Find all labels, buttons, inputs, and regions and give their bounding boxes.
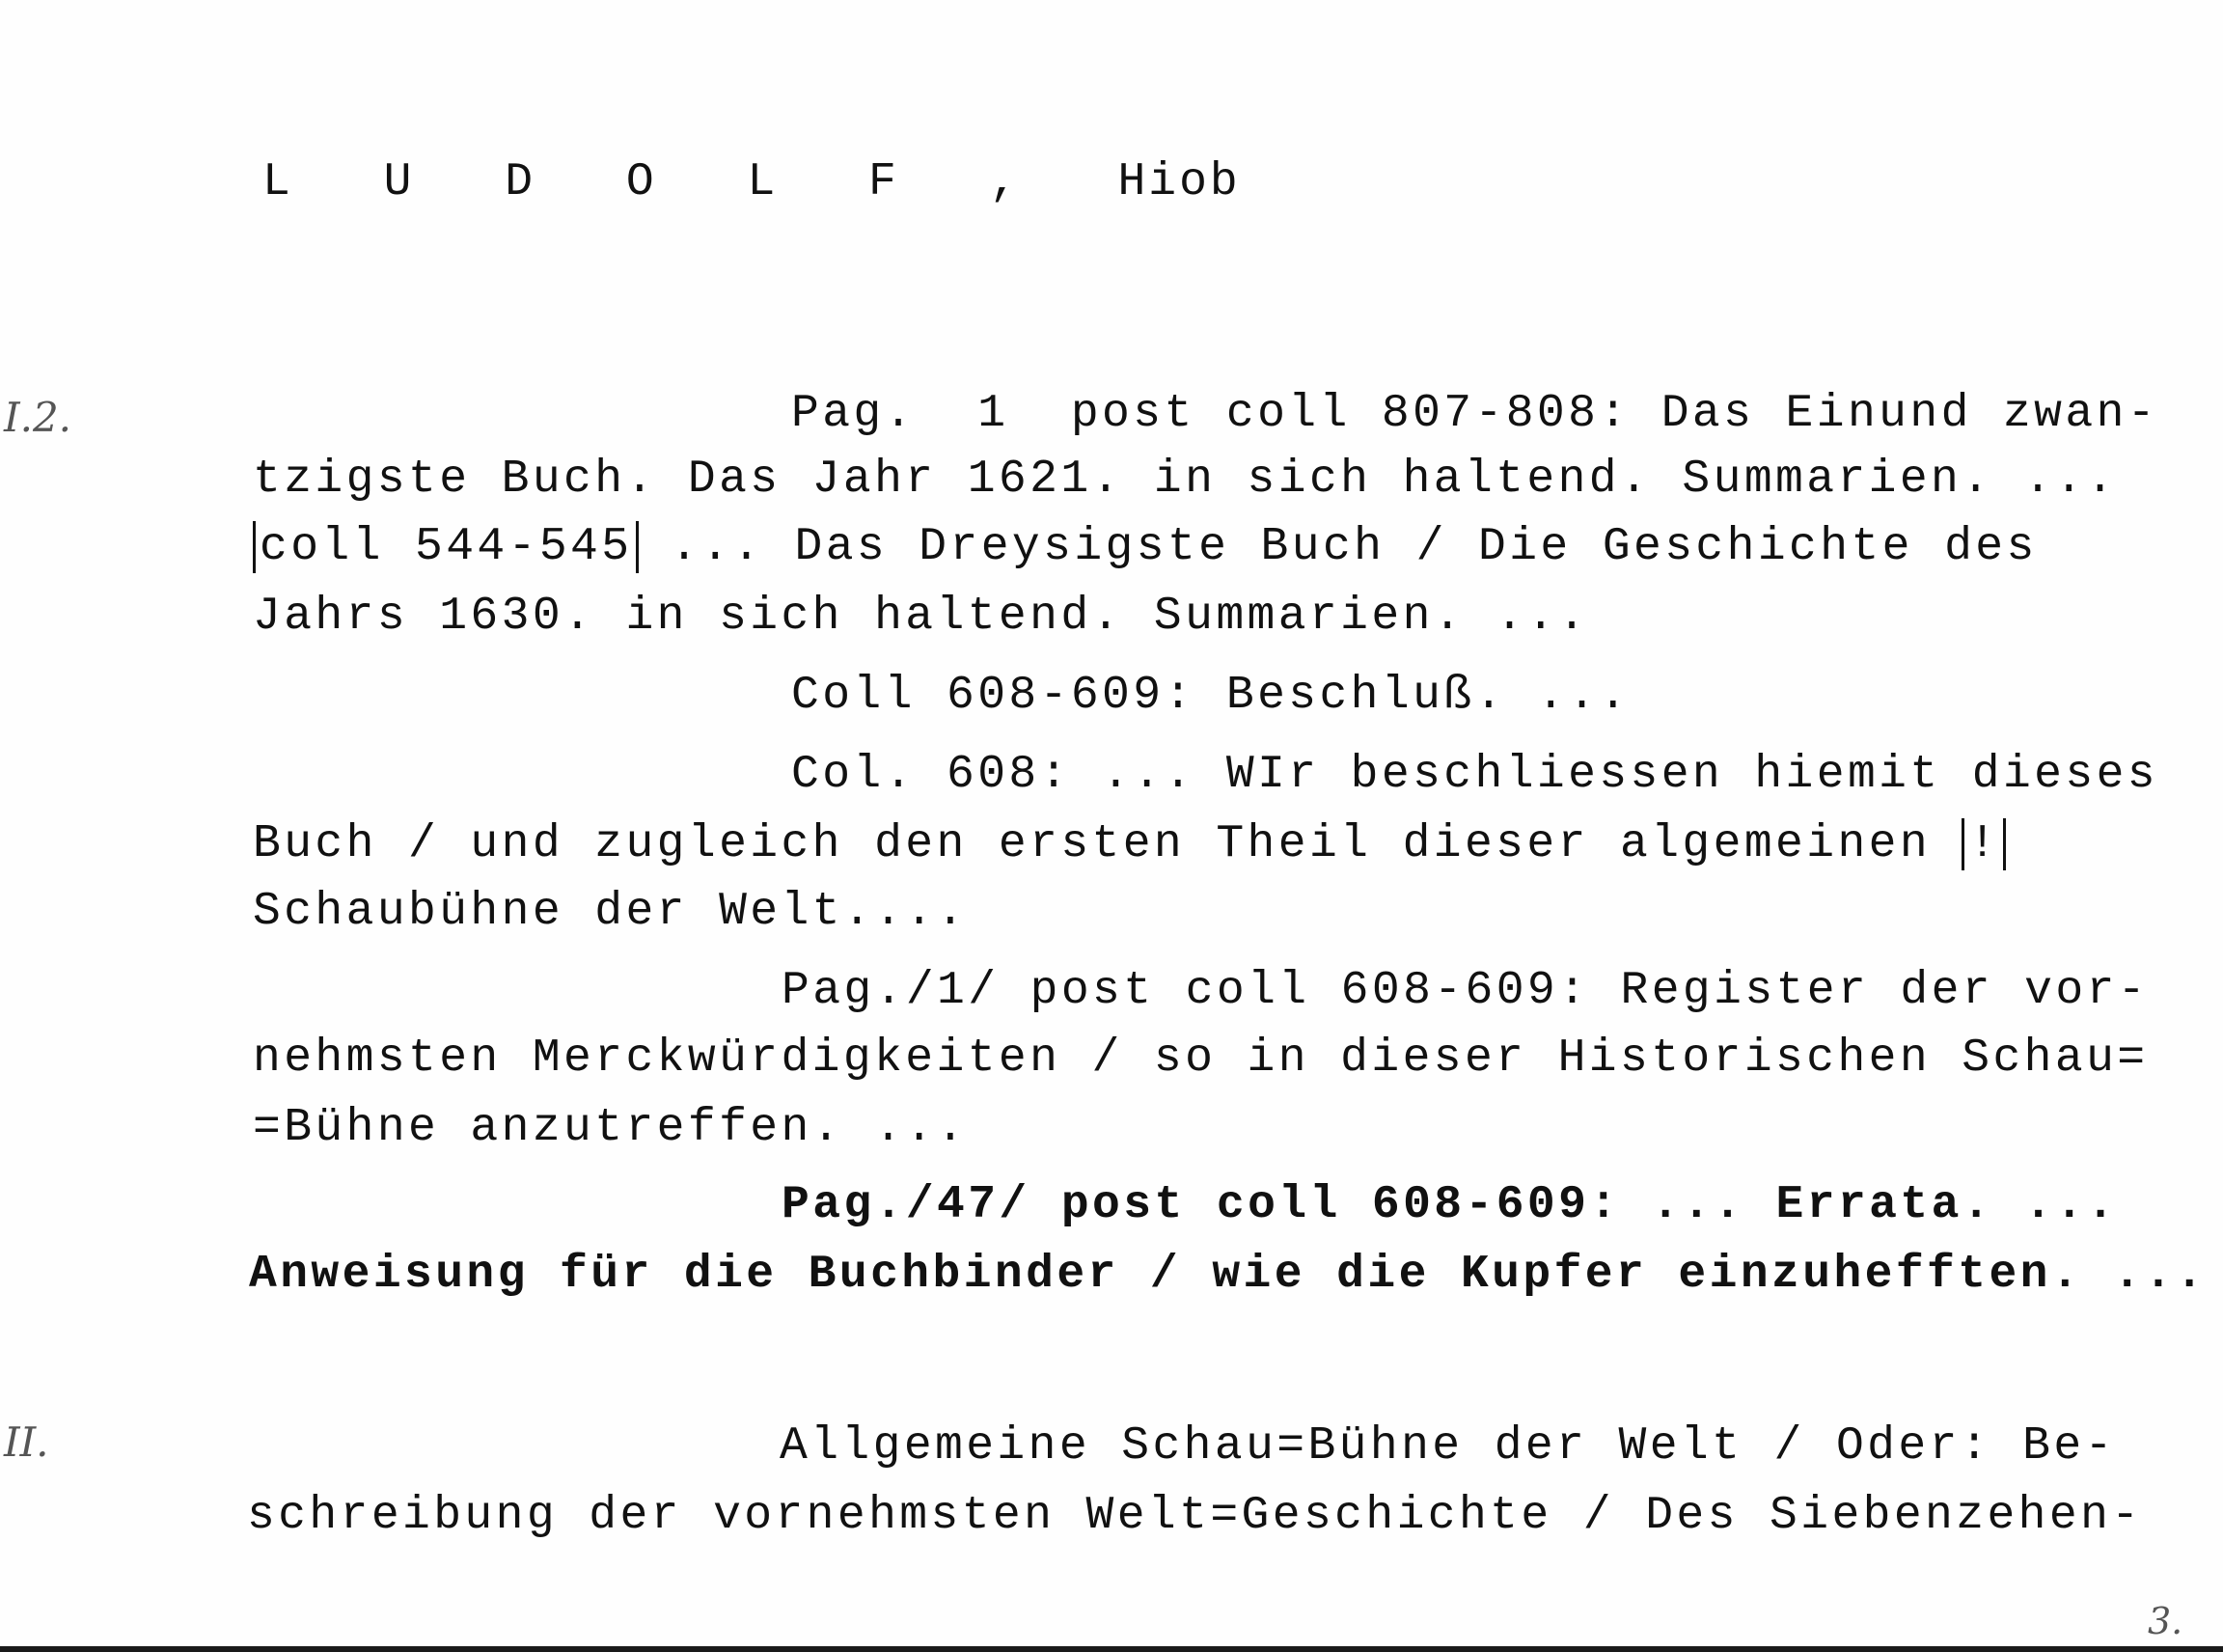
bracketed-exclamation: ! [1962, 818, 2006, 870]
margin-note-first: I.2. [4, 394, 72, 441]
entry-one-line-6: Col. 608: ... WIr beschliessen hiemit dieses [791, 749, 2159, 801]
page-number: 3. [2148, 1600, 2183, 1642]
bracketed-collation: coll 544-545 [253, 521, 639, 573]
card-bottom-edge [0, 1646, 2223, 1652]
entry-one-line-5: Coll 608-609: Beschluß. ... [791, 670, 1631, 722]
margin-note-second: II. [4, 1418, 49, 1466]
entry-one-line-8: Schaubühne der Welt.... [253, 886, 968, 938]
entry-one-line-12: Pag./47/ post coll 608-609: ... Errata. ... [782, 1179, 2118, 1231]
entry-one-line-13: Anweisung für die Buchbinder / wie die Kupfer einzuhefften. ... [249, 1249, 2207, 1301]
entry-one-line-7 [253, 818, 2006, 870]
entry-one-line-11: =Bühne anzutreffen. ... [253, 1102, 968, 1154]
entry-one-line-3-text: ... Das Dreysigste Buch / Die Geschichte des [639, 521, 2038, 573]
entry-one-line-4: Jahrs 1630. in sich haltend. Summarien. ... [253, 591, 1589, 643]
entry-one-line-9: Pag./1/ post coll 608-609: Register der vor- [782, 965, 2150, 1017]
entry-two-line-1: Allgemeine Schau=Bühne der Welt / Oder: Be- [780, 1420, 2116, 1473]
entry-one-line-10: nehmsten Merckwürdigkeiten / so in dieser Historischen Schau= [253, 1032, 2149, 1085]
entry-one-line-7-text: Buch / und zugleich den ersten Theil dieser algemeinen [253, 818, 1962, 870]
entry-one-line-1: Pag. 1 post coll 807-808: Das Einund zwan- [791, 388, 2159, 440]
entry-one-line-2: tzigste Buch. Das Jahr 1621. in sich haltend. Summarien. ... [253, 454, 2118, 506]
entry-two-line-2: schreibung der vornehmsten Welt=Geschichte / Des Siebenzehen- [247, 1490, 2143, 1542]
entry-one-line-3 [253, 521, 2038, 573]
author-given-name: Hiob [1117, 156, 1241, 208]
author-surname: L U D O L F , [262, 156, 1051, 208]
author-heading [262, 156, 1241, 208]
